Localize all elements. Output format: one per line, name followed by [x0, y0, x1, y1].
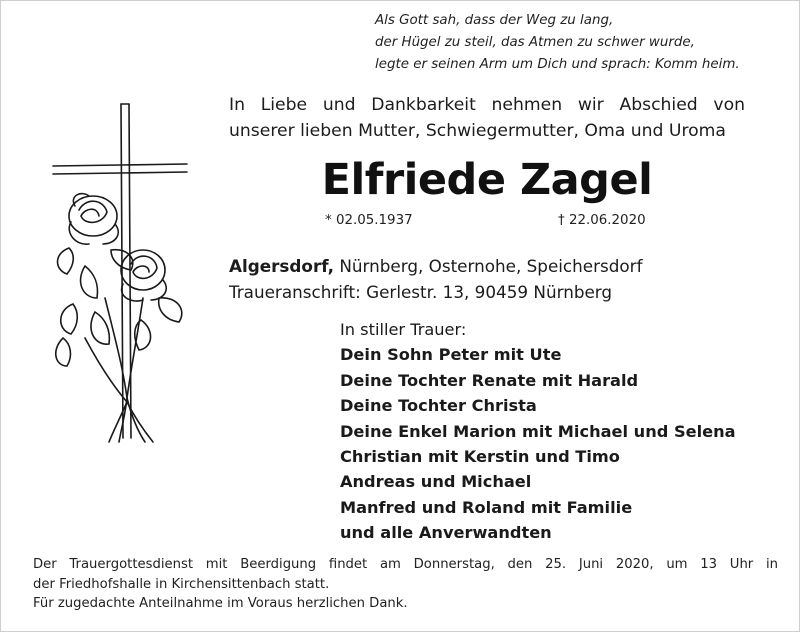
mourning-address: Traueranschrift: Gerlestr. 13, 90459 Nürnberg [229, 282, 613, 302]
poem-line: Als Gott sah, dass der Weg zu lang, [375, 13, 614, 28]
list-item: Christian mit Kerstin und Timo [340, 447, 620, 467]
deceased-name: Elfriede Zagel [321, 155, 653, 205]
intro-line: In Liebe und Dankbarkeit nehmen wir Abschied von [229, 95, 745, 115]
list-item: Manfred und Roland mit Familie [340, 497, 633, 517]
cross-with-roses-icon [45, 98, 195, 448]
list-item: und alle Anverwandten [340, 523, 552, 543]
towns-rest: Nürnberg, Osternohe, Speichersdorf [333, 256, 643, 276]
mourners-heading: In stiller Trauer: [340, 320, 467, 339]
service-line: Der Trauergottesdienst mit Beerdigung findet am Donnerstag, den 25. Juni 2020, um 13 Uhr in [33, 557, 778, 572]
list-item: Dein Sohn Peter mit Ute [340, 345, 562, 365]
list-item: Deine Enkel Marion mit Michael und Selena [340, 421, 736, 441]
list-item: Andreas und Michael [340, 472, 532, 492]
poem [375, 10, 785, 76]
mourners-list [340, 317, 785, 546]
thanks-line: Für zugedachte Anteilnahme im Voraus herzlichen Dank. [33, 596, 408, 611]
list-item: Deine Tochter Christa [340, 396, 537, 416]
poem-line: der Hügel zu steil, das Atmen zu schwer wurde, [375, 35, 695, 50]
birth-date: * 02.05.1937 [325, 213, 413, 228]
service-info [33, 555, 778, 614]
death-date: † 22.06.2020 [558, 213, 646, 228]
location-block [229, 253, 749, 305]
intro-text [229, 92, 745, 144]
service-line: der Friedhofshalle in Kirchensittenbach statt. [33, 576, 330, 592]
poem-line: legte er seinen Arm um Dich und sprach: Komm heim. [375, 57, 740, 72]
intro-line: unserer lieben Mutter, Schwiegermutter, Oma und Uroma [229, 121, 726, 141]
towns-line [229, 253, 749, 279]
town-bold: Algersdorf, [229, 256, 334, 276]
list-item: Deine Tochter Renate mit Harald [340, 370, 639, 390]
